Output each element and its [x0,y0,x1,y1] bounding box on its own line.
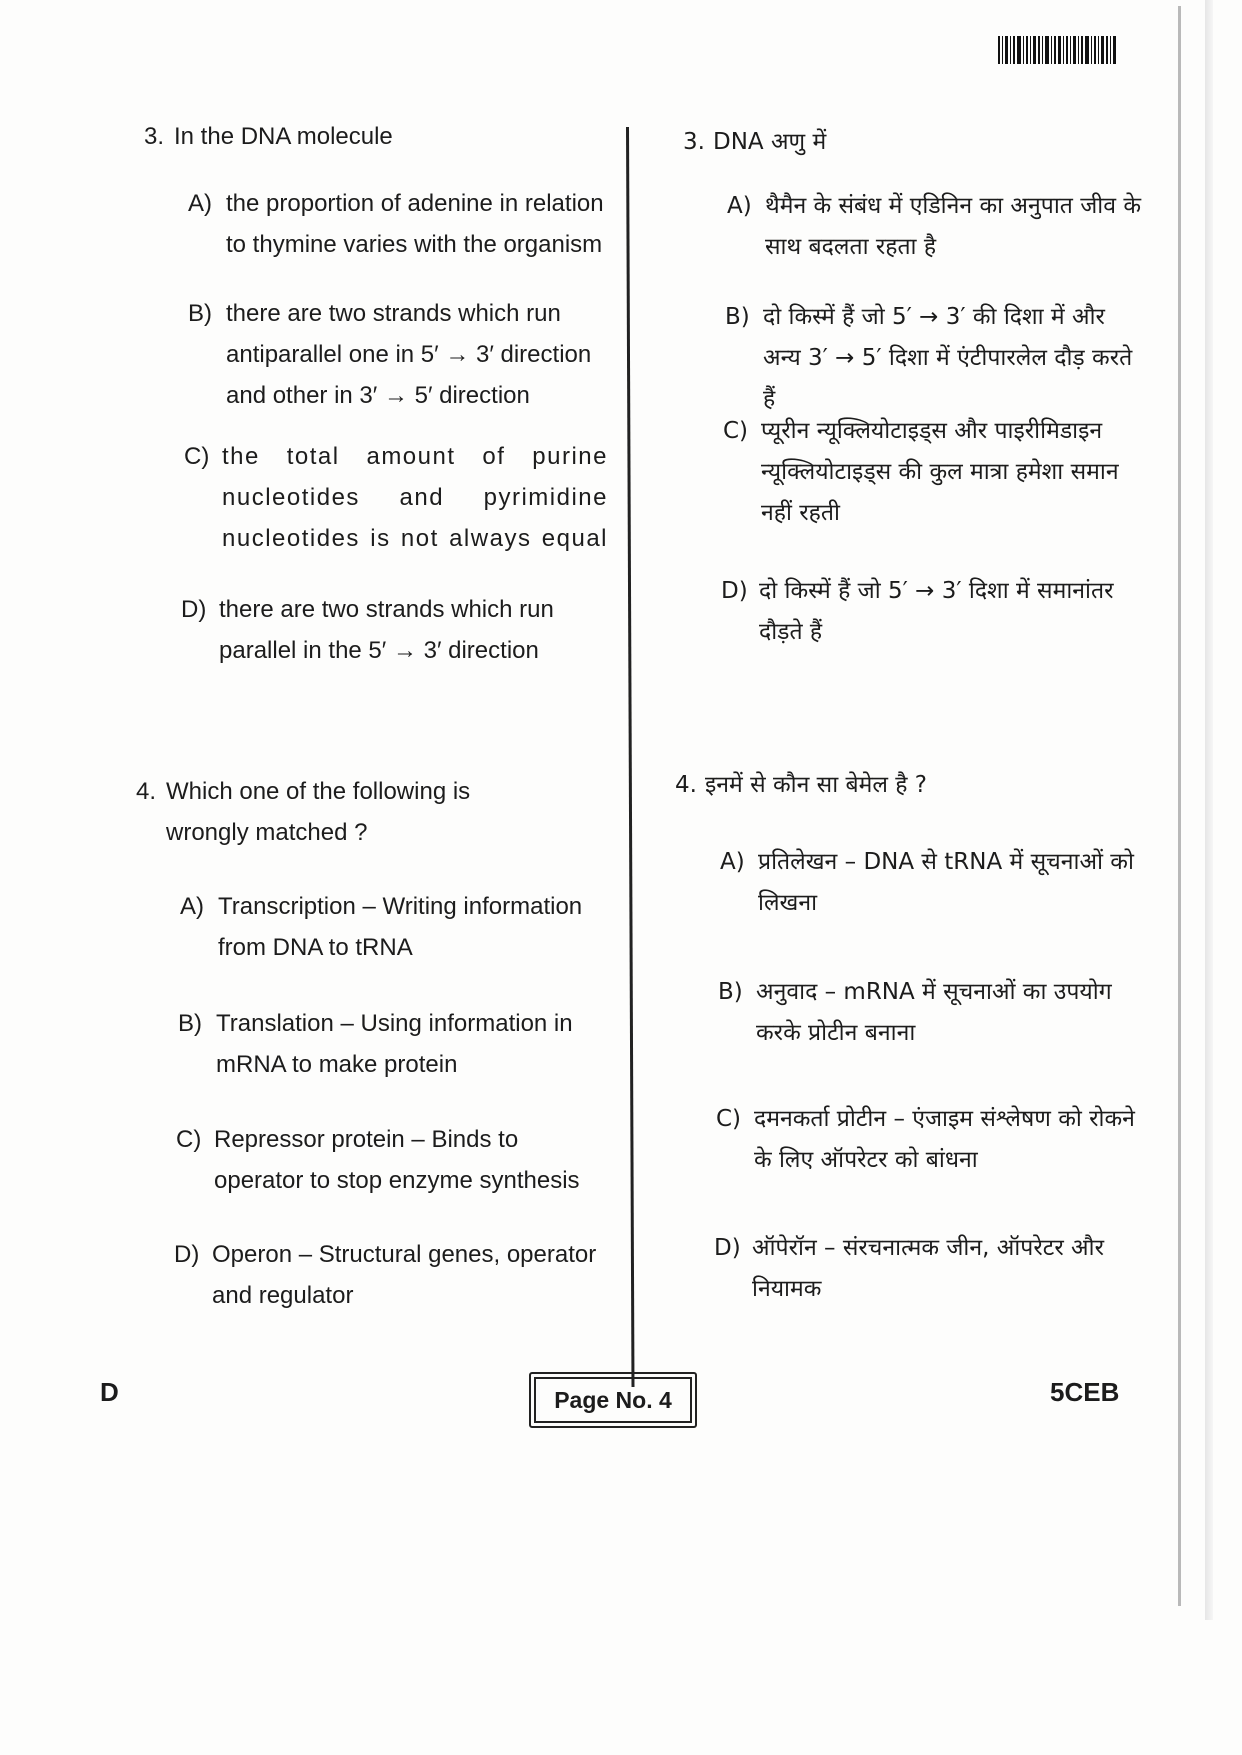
option-text: the total amount of purine nucleotides and pyrimidine nucleotides is not always equal [222,443,608,552]
booklet-code: 5CEB [1050,1377,1120,1407]
option-c[interactable] [176,1119,608,1201]
option-a[interactable] [188,183,608,265]
option-text: ऑपेरॉन – संरचनात्मक जीन, ऑपरेटर और नियामक [752,1235,1104,1302]
option-letter: A) [727,193,752,219]
question-3-en [144,116,604,157]
question-text: इनमें से कौन सा बेमेल है ? [705,772,928,798]
option-text: Repressor protein – Binds to operator to stop enzyme synthesis [214,1126,580,1194]
option-text: the proportion of adenine in relation to thymine varies with the organism [226,190,604,258]
option-letter: B) [725,304,750,330]
question-text: In the DNA molecule [174,123,393,150]
option-b[interactable] [725,297,1147,420]
option-letter: D) [174,1241,200,1268]
option-d[interactable] [181,589,608,671]
set-letter: D [100,1377,119,1407]
option-letter: A) [720,849,745,875]
question-number: 3. [683,129,705,155]
option-a[interactable] [727,186,1147,268]
page-number: Page No. 4 [534,1377,692,1423]
column-divider [626,127,634,1387]
option-c[interactable] [716,1099,1147,1181]
option-c[interactable] [184,436,608,559]
option-letter: D) [714,1235,741,1261]
question-4-hi [675,765,1135,806]
option-letter: A) [180,893,204,920]
option-text: Operon – Structural genes, operator and regulator [212,1241,597,1309]
option-text: दो किस्में हैं जो 5′ → 3′ की दिशा में और अन्य 3′ → 5′ दिशा में एंटीपारलेल दौड़ करते हैं [763,304,1133,412]
option-letter: C) [716,1106,742,1132]
option-text: there are two strands which run antiparallel one in 5′ → 3′ direction and other in 3′ → 5′ direction [226,300,592,409]
question-4-en [136,771,596,853]
option-b[interactable] [188,293,608,416]
option-text: थैमैन के संबंध में एडिनिन का अनुपात जीव के साथ बदलता रहता है [765,193,1141,260]
option-text: दमनकर्ता प्रोटीन – एंजाइम संश्लेषण को रोकने के लिए ऑपरेटर को बांधना [754,1106,1135,1173]
option-text: Translation – Using information in mRNA to make protein [216,1010,573,1078]
option-letter: C) [723,418,749,444]
option-text: there are two strands which run parallel in the 5′ → 3′ direction [219,596,554,664]
option-text: अनुवाद – mRNA में सूचनाओं का उपयोग करके प्रोटीन बनाना [756,979,1112,1046]
option-a[interactable] [180,886,608,968]
option-b[interactable] [178,1003,608,1085]
option-letter: B) [188,300,212,327]
barcode-icon [998,36,1142,64]
question-number: 4. [675,772,697,798]
question-number: 3. [144,123,165,150]
question-number: 4. [136,778,157,805]
option-letter: B) [178,1010,202,1037]
option-letter: C) [176,1126,202,1153]
option-text: दो किस्में हैं जो 5′ → 3′ दिशा में समानांतर दौड़ते हैं [759,578,1114,645]
option-letter: B) [718,979,743,1005]
option-a[interactable] [720,842,1147,924]
option-letter: D) [721,578,748,604]
option-c[interactable] [723,411,1147,534]
option-text: प्रतिलेखन – DNA से tRNA में सूचनाओं को लिखना [758,849,1134,916]
option-d[interactable] [174,1234,608,1316]
page-edge-rule [1178,6,1181,1606]
option-letter: C) [184,443,210,470]
option-d[interactable] [714,1228,1147,1310]
option-d[interactable] [721,571,1147,653]
option-letter: D) [181,596,207,623]
page-edge-shadow [1205,0,1213,1620]
option-letter: A) [188,190,212,217]
option-b[interactable] [718,972,1147,1054]
question-3-hi [683,122,1143,163]
question-text: DNA अणु में [713,129,827,155]
option-text: प्यूरीन न्यूक्लियोटाइड्स और पाइरीमिडाइन न्यूक्लियोटाइड्स की कुल मात्रा हमेशा समान नहीं रहती [761,418,1119,526]
question-text: Which one of the following is wrongly matched ? [166,778,471,846]
page-number-box [529,1372,697,1428]
option-text: Transcription – Writing information from DNA to tRNA [218,893,583,961]
